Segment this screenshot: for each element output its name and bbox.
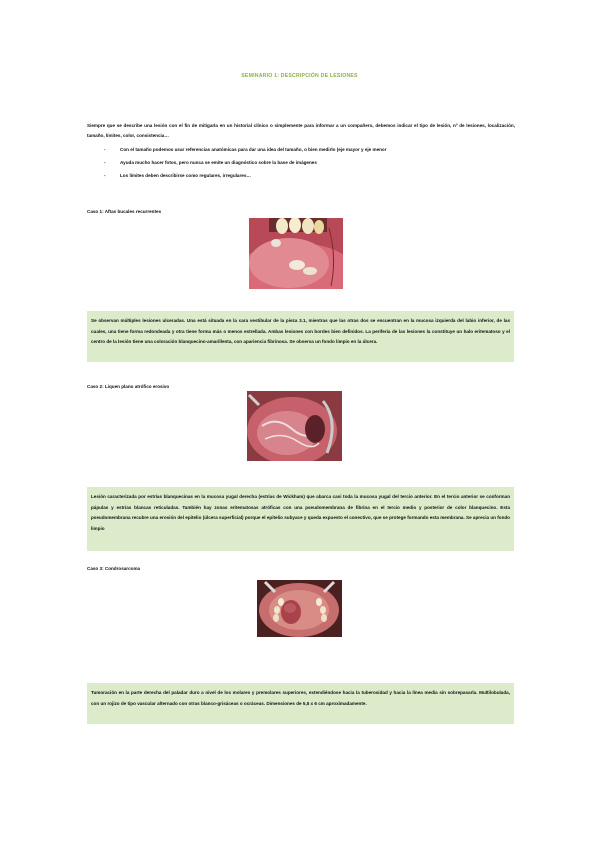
case-3-title: Caso 3: Condrosarcoma <box>87 566 141 571</box>
bullet-text: Los límites deben describirse como regulares, irregulares… <box>120 173 251 178</box>
case-1-description: Se observan múltiples lesiones ulceradas. Una está situada en la cara vestibular de la pieza 3.1, mientras que las otras dos se encuentran en la mucosa izquierda del labio inferior, de las cuales, una tiene forma redondeada y otra tiene forma más o menos estrellada. Ambas lesiones con bordes bien definidos. La periferia de las lesiones la constituye un halo eritematoso y el centro de la lesión tiene una coloración blanquecino-amarillenta, con apariencia fibrinosa. Se observa un fondo limpio en la úlcera. <box>87 311 514 362</box>
bullet-marker: - <box>104 160 106 165</box>
bullet-item <box>104 171 504 184</box>
bullet-list <box>104 145 504 184</box>
photo-palate <box>257 580 342 637</box>
case-2-title: Caso 2: Liquen plano atrófico erosivo <box>87 384 170 389</box>
bullet-marker: - <box>104 173 106 178</box>
page-title: SEMINARIO 1: DESCRIPCIÓN DE LESIONES <box>241 73 358 79</box>
intro-paragraph: Siempre que se describe una lesión con el fin de mitigarla en un historial clínico o simplemente para informar a un compañero, debemos indicar el tipo de lesión, nº de lesiones, localización, tamaño, límites, color, consistencia… <box>87 123 515 138</box>
bullet-text: Ayuda mucho hacer fotos, pero nunca se emite un diagnóstico sobre la base de imágenes <box>120 160 317 165</box>
case-2-description: Lesión caracterizada por estrías blanquecinas en la mucosa yugal derecha (estrías de Wickham) que abarca casi toda la mucosa yugal del tercio anterior. En el tercio anterior se conforman pápulas y estrías blancas reticuladas. También hay zonas eritematosas atróficas con una pseudomembrana de fibrina en el tercio medio y posterior de color blanquecino. Esta pseudomembrana recubre una erosión del epitelio (úlcera superficial) porque el epitelio subyace y queda expuesto el conectivo, que se protege formando esta membrana. Se aprecia un fondo limpio <box>87 487 514 551</box>
case-3-description: Tumoración en la parte derecha del paladar duro a nivel de los molares y premolares superiores, extendiéndose hacia la tuberosidad y hacia la línea media sin sobrepasarla. Multilobulada, con un rojizo de tipo vascular alternado con otras blanco-grisáceas o ocráceas. Dimensiones de 5,5 x 6 cm aproximadamente. <box>87 683 514 724</box>
bullet-item <box>104 158 504 171</box>
bullet-marker: - <box>104 147 106 152</box>
photo-aftas <box>249 218 343 289</box>
photo-liquen <box>247 391 342 461</box>
bullet-item <box>104 145 504 158</box>
bullet-text: Con el tamaño podemos usar referencias anatómicas para dar una idea del tamaño, o bien medirlo (eje mayor y eje menor <box>120 147 387 152</box>
case-1-title: Caso 1: Aftas bucales recurrentes <box>87 209 162 214</box>
